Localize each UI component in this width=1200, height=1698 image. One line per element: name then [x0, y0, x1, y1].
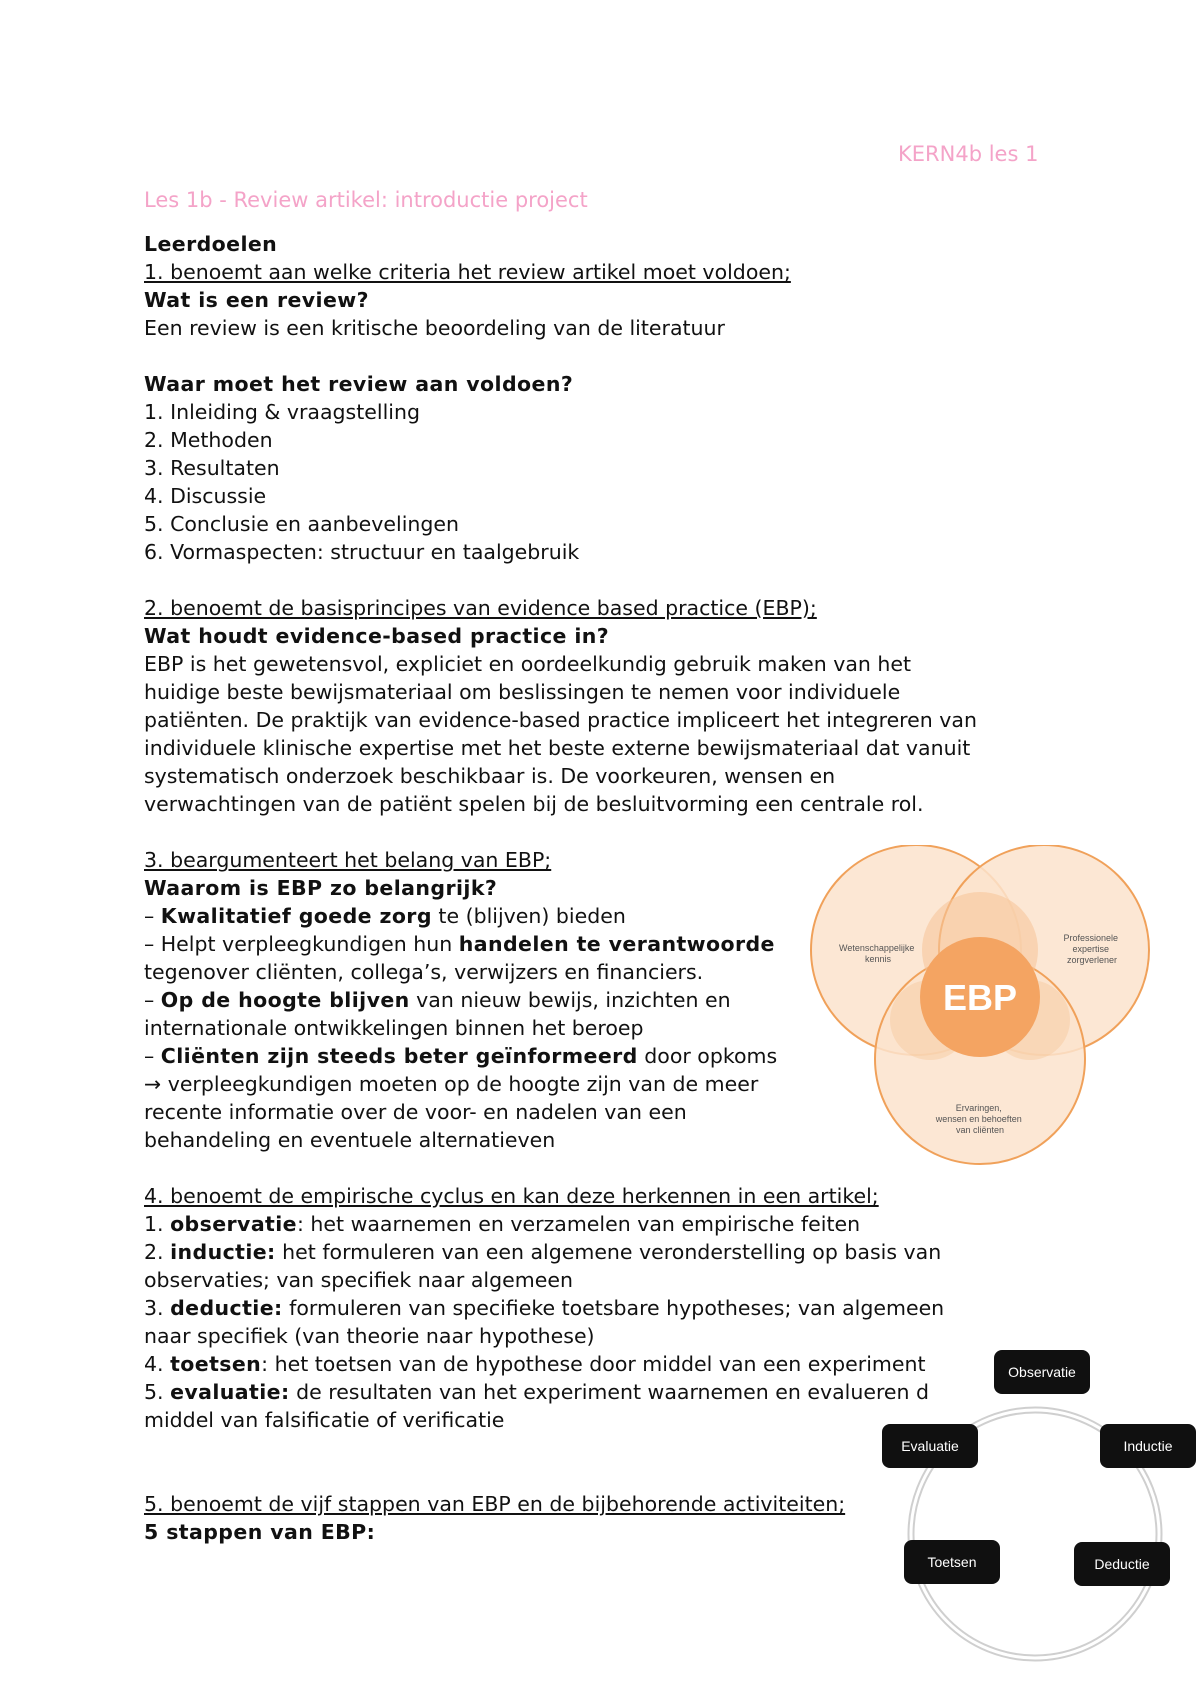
question-five-steps: 5 stappen van EBP:: [144, 1520, 376, 1544]
criteria-item: 1. Inleiding & vraagstelling: [144, 400, 420, 424]
reason-1: – Kwalitatief goede zorg te (blijven) bieden: [144, 904, 626, 928]
ebp-text-line: verwachtingen van de patiënt spelen bij de besluitvorming een centrale rol.: [144, 792, 924, 816]
course-code: KERN4b les 1: [898, 142, 1039, 166]
reason-4: – Cliënten zijn steeds beter geïnformeerd door opkoms: [144, 1044, 778, 1068]
venn-center-label: EBP: [942, 977, 1018, 1018]
goal-2: 2. benoemt de basisprincipes van evidence based practice (EBP);: [144, 596, 817, 620]
question-ebp: Wat houdt evidence-based practice in?: [144, 624, 610, 648]
reason-4-cont: recente informatie over de voor- en nadelen van een: [144, 1100, 687, 1124]
venn-bottom-label: Ervaringen, wensen en behoeften van cliënten: [935, 1103, 1022, 1135]
reason-2-cont: tegenover cliënten, collega’s, verwijzers en financiers.: [144, 960, 704, 984]
venn-left-label: Wetenschappelijke kennis: [839, 943, 915, 964]
cycle-box-inductie: Inductie: [1100, 1424, 1196, 1468]
cycle-step-5-cont: middel van falsificatie of verificatie: [144, 1408, 505, 1432]
criteria-item: 5. Conclusie en aanbevelingen: [144, 512, 459, 536]
goal-3: 3. beargumenteert het belang van EBP;: [144, 848, 552, 872]
criteria-item: 4. Discussie: [144, 484, 267, 508]
cycle-ring: [870, 1350, 1200, 1698]
cycle-step-3: 3. deductie: formuleren van specifieke toetsbare hypotheses; van algemeen: [144, 1296, 945, 1320]
empirical-cycle-diagram: [870, 1350, 1200, 1698]
question-review: Wat is een review?: [144, 288, 369, 312]
cycle-box-toetsen: Toetsen: [904, 1540, 1000, 1584]
cycle-step-4: 4. toetsen: het toetsen van de hypothese door middel van een experiment: [144, 1352, 926, 1376]
cycle-box-deductie: Deductie: [1074, 1542, 1170, 1586]
cycle-step-2: 2. inductie: het formuleren van een algemene veronderstelling op basis van: [144, 1240, 942, 1264]
cycle-box-evaluatie: Evaluatie: [882, 1424, 978, 1468]
answer-review: Een review is een kritische beoordeling van de literatuur: [144, 316, 725, 340]
goal-5: 5. benoemt de vijf stappen van EBP en de bijbehorende activiteiten;: [144, 1492, 846, 1516]
question-importance: Waarom is EBP zo belangrijk?: [144, 876, 498, 900]
goal-4: 4. benoemt de empirische cyclus en kan deze herkennen in een artikel;: [144, 1184, 879, 1208]
cycle-step-5: 5. evaluatie: de resultaten van het experiment waarnemen en evalueren d: [144, 1380, 930, 1404]
reason-4-cont: behandeling en eventuele alternatieven: [144, 1128, 556, 1152]
cycle-box-observatie: Observatie: [994, 1350, 1090, 1394]
reason-2: – Helpt verpleegkundigen hun handelen te verantwoorde: [144, 932, 775, 956]
reason-4-cont: → verpleegkundigen moeten op de hoogte zijn van de meer: [144, 1072, 759, 1096]
reason-3: – Op de hoogte blijven van nieuw bewijs, inzichten en: [144, 988, 731, 1012]
goal-1: 1. benoemt aan welke criteria het review artikel moet voldoen;: [144, 260, 791, 284]
criteria-item: 2. Methoden: [144, 428, 273, 452]
question-requirements: Waar moet het review aan voldoen?: [144, 372, 574, 396]
reason-3-cont: internationale ontwikkelingen binnen het beroep: [144, 1016, 644, 1040]
cycle-step-1: 1. observatie: het waarnemen en verzamelen van empirische feiten: [144, 1212, 861, 1236]
ebp-text-line: EBP is het gewetensvol, expliciet en oordeelkundig gebruik maken van het: [144, 652, 912, 676]
cycle-step-3-cont: naar specifiek (van theorie naar hypothese): [144, 1324, 595, 1348]
criteria-item: 6. Vormaspecten: structuur en taalgebruik: [144, 540, 580, 564]
cycle-step-2-cont: observaties; van specifiek naar algemeen: [144, 1268, 573, 1292]
ebp-text-line: individuele klinische expertise met het beste externe bewijsmateriaal dat vanuit: [144, 736, 971, 760]
ebp-text-line: systematisch onderzoek beschikbaar is. De voorkeuren, wensen en: [144, 764, 836, 788]
page-title: Les 1b - Review artikel: introductie project: [144, 188, 588, 212]
ebp-venn-diagram: [810, 845, 1160, 1175]
ebp-text-line: patiënten. De praktijk van evidence-based practice impliceert het integreren van: [144, 708, 977, 732]
ebp-text-line: huidige beste bewijsmateriaal om beslissingen te nemen voor individuele: [144, 680, 901, 704]
criteria-item: 3. Resultaten: [144, 456, 280, 480]
venn-right-label: Professionele expertise zorgverlener: [1063, 933, 1119, 965]
leerdoelen-heading: Leerdoelen: [144, 232, 278, 256]
